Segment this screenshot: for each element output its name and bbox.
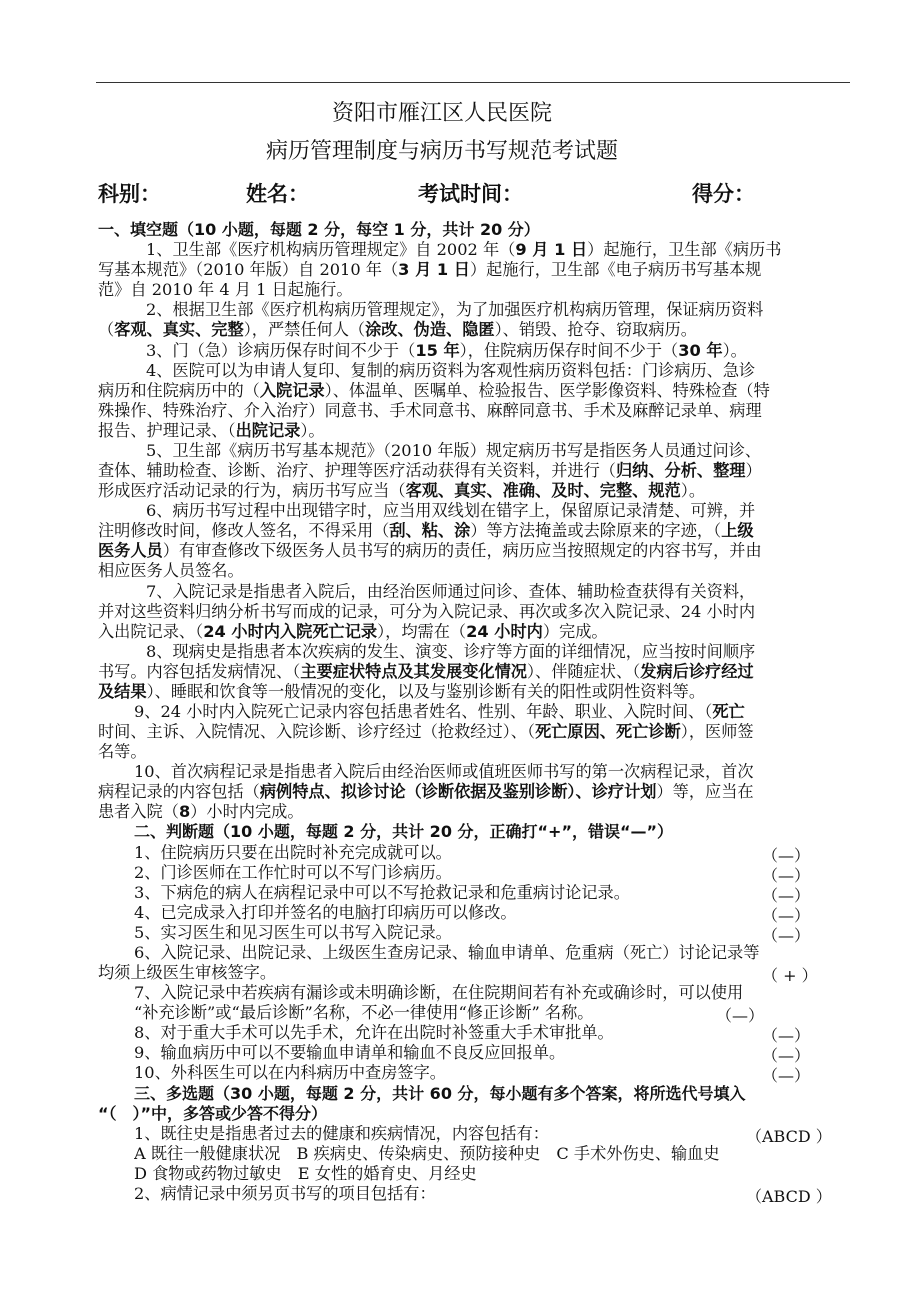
s3-q1-options-line1: A 既往一般健康状况 B 疾病史、传染病史、预防接种史 C 手术外伤史、输血史 <box>134 1144 720 1163</box>
s2-q7-line2: “补充诊断”或“最后诊断”名称，不必一律使用“修正诊断” 名称。 <box>134 1003 594 1022</box>
s1-q8-line3: 及结果）、睡眠和饮食等一般情况的变化，以及与鉴别诊断有关的阳性或阴性资料等。 <box>98 682 706 701</box>
exam-info-fields <box>0 178 920 210</box>
s2-q6-line1: 6、入院记录、出院记录、上级医生查房记录、输血申请单、危重病（死亡）讨论记录等 <box>134 943 760 962</box>
section1-heading: 一、填空题（10 小题，每题 2 分，每空 1 分，共计 20 分） <box>98 220 540 239</box>
s2-q7-answer: （—） <box>716 1006 765 1025</box>
s1-q10-line3: 患者入院（8）小时内完成。 <box>98 802 304 821</box>
s1-q2-line1: 2、根据卫生部《医疗机构病历管理规定》，为了加强医疗机构病历管理，保证病历资料 <box>146 300 764 319</box>
s2-q3-answer: （—） <box>762 886 811 905</box>
s3-q1: 1、既往史是指患者过去的健康和疾病情况，内容包括有： <box>134 1124 549 1143</box>
s2-q1: 1、住院病历只要在出院时补充完成就可以。 <box>134 843 452 862</box>
s1-q10-line2: 病程记录的内容包括（病例特点、拟诊讨论（诊断依据及鉴别诊断）、诊疗计划）等，应当在 <box>98 782 754 801</box>
s1-q8-line2: 书写。内容包括发病情况、（主要症状特点及其发展变化情况）、伴随症状、（发病后诊疗经过 <box>98 662 754 681</box>
s1-q1-line3: 范》自 2010 年 4 月 1 日起施行。 <box>98 280 353 299</box>
s2-q10: 10、外科医生可以在内科病历中查房签字。 <box>134 1063 446 1082</box>
s3-q2-answer: （ABCD ） <box>746 1187 832 1206</box>
s2-q10-answer: （—） <box>762 1066 811 1085</box>
s1-q9-line3: 名等。 <box>98 742 147 761</box>
s1-q9-line1: 9、24 小时内入院死亡记录内容包括患者姓名、性别、年龄、职业、入院时间、（死亡 <box>134 702 745 721</box>
name-field-label: 姓名： <box>246 182 309 206</box>
s2-q2-answer: （—） <box>762 866 811 885</box>
dept-field-label: 科别： <box>98 182 161 206</box>
s2-q4: 4、已完成录入打印并签名的电脑打印病历可以修改。 <box>134 903 517 922</box>
s3-q2: 2、病情记录中须另页书写的项目包括有： <box>134 1184 436 1203</box>
s1-q4-line1: 4、医院可以为申请人复印、复制的病历资料为客观性病历资料包括：门诊病历、急诊 <box>146 361 756 380</box>
s1-q6-line3: 医务人员）有审查修改下级医务人员书写的病历的责任，病历应当按照规定的内容书写，并由 <box>98 541 762 560</box>
s1-q7-line1: 7、入院记录是指患者入院后，由经治医师通过问诊、查体、辅助检查获得有关资料， <box>146 582 756 601</box>
s1-q10-line1: 10、首次病程记录是指患者入院后由经治医师或值班医师书写的第一次病程记录，首次 <box>134 762 754 781</box>
s1-q9-line2: 时间、主诉、入院情况、入院诊断、诊疗经过（抢救经过）、（死亡原因、死亡诊断），医师签 <box>98 722 754 741</box>
section3-heading-line2: “（ ）”中，多答或少答不得分） <box>98 1104 328 1123</box>
s2-q4-answer: （—） <box>762 906 811 925</box>
hospital-title: 资阳市雁江区人民医院 <box>331 101 552 126</box>
s1-q2-line2: （客观、真实、完整），严禁任何人（涂改、伪造、隐匿）、销毁、抢夺、窃取病历。 <box>98 320 697 339</box>
s1-q4-line4: 报告、护理记录、（出院记录）。 <box>98 421 325 440</box>
s1-q6-line2: 注明修改时间，修改人签名，不得采用（刮、粘、涂）等方法掩盖或去除原来的字迹，（上级 <box>98 521 754 540</box>
s1-q1-line2: 写基本规范》（2010 年版）自 2010 年（3 月 1 日）起施行，卫生部《电子病历书写基本规 <box>98 260 762 279</box>
s2-q3: 3、下病危的病人在病程记录中可以不写抢救记录和危重病讨论记录。 <box>134 883 630 902</box>
section2-heading: 二、判断题（10 小题，每题 2 分，共计 20 分，正确打“+”，错误“—”） <box>134 822 673 841</box>
s1-q4-line3: 殊操作、特殊治疗、介入治疗）同意书、手术同意书、麻醉同意书、手术及麻醉记录单、病理 <box>98 401 762 420</box>
score-field-label: 得分： <box>692 182 755 206</box>
s2-q2: 2、门诊医师在工作忙时可以不写门诊病历。 <box>134 863 452 882</box>
exam-title: 病历管理制度与病历书写规范考试题 <box>265 139 618 164</box>
s2-q8: 8、对于重大手术可以先手术，允许在出院时补签重大手术审批单。 <box>134 1023 614 1042</box>
s3-q1-options-line2: D 食物或药物过敏史 E 女性的婚育史、月经史 <box>134 1164 477 1183</box>
s1-q7-line3: 入出院记录、（24 小时内入院死亡记录），均需在（24 小时内）完成。 <box>98 622 608 641</box>
s2-q9: 9、输血病历中可以不要输血申请单和输血不良反应回报单。 <box>134 1043 566 1062</box>
s2-q9-answer: （—） <box>762 1046 811 1065</box>
s1-q4-line2: 病历和住院病历中的（入院记录）、体温单、医嘱单、检验报告、医学影像资料、特殊检查（特 <box>98 381 770 400</box>
s1-q5-line2: 查体、辅助检查、诊断、治疗、护理等医疗活动获得有关资料，并进行（归纳、分析、整理） <box>98 461 762 480</box>
s2-q5-answer: （—） <box>762 926 811 945</box>
s1-q7-line2: 并对这些资料归纳分析书写而成的记录，可分为入院记录、再次或多次入院记录、24 小时内 <box>98 602 756 621</box>
s2-q6-line2: 均须上级医生审核签字。 <box>98 963 277 982</box>
s2-q6-answer: （ + ） <box>762 966 818 985</box>
s1-q1-line1: 1、卫生部《医疗机构病历管理规定》自 2002 年（9 月 1 日）起施行，卫生部《病历书 <box>146 240 782 259</box>
s1-q5-line3: 形成医疗活动记录的行为，病历书写应当（客观、真实、准确、及时、完整、规范）。 <box>98 481 706 500</box>
header-rule <box>96 82 850 83</box>
exam-time-field-label: 考试时间： <box>418 182 523 206</box>
s1-q3-line1: 3、门（急）诊病历保存时间不少于（15 年），住院病历保存时间不少于（30 年）。 <box>146 341 747 360</box>
s2-q8-answer: （—） <box>762 1026 811 1045</box>
s2-q1-answer: （—） <box>762 846 811 865</box>
s1-q6-line1: 6、病历书写过程中出现错字时，应当用双线划在错字上，保留原记录清楚、可辨，并 <box>146 501 756 520</box>
s1-q6-line4: 相应医务人员签名。 <box>98 561 244 580</box>
s2-q5: 5、实习医生和见习医生可以书写入院记录。 <box>134 923 452 942</box>
s1-q8-line1: 8、现病史是指患者本次疾病的发生、演变、诊疗等方面的详细情况，应当按时间顺序 <box>146 642 756 661</box>
section3-heading-line1: 三、多选题（30 小题，每题 2 分，共计 60 分，每小题有多个答案，将所选代号填入 <box>134 1084 746 1103</box>
s2-q7-line1: 7、入院记录中若疾病有漏诊或未明确诊断，在住院期间若有补充或确诊时，可以使用 <box>134 983 744 1002</box>
s1-q5-line1: 5、卫生部《病历书写基本规范》（2010 年版）规定病历书写是指医务人员通过问诊、 <box>146 441 762 460</box>
s3-q1-answer: （ABCD ） <box>746 1127 832 1146</box>
